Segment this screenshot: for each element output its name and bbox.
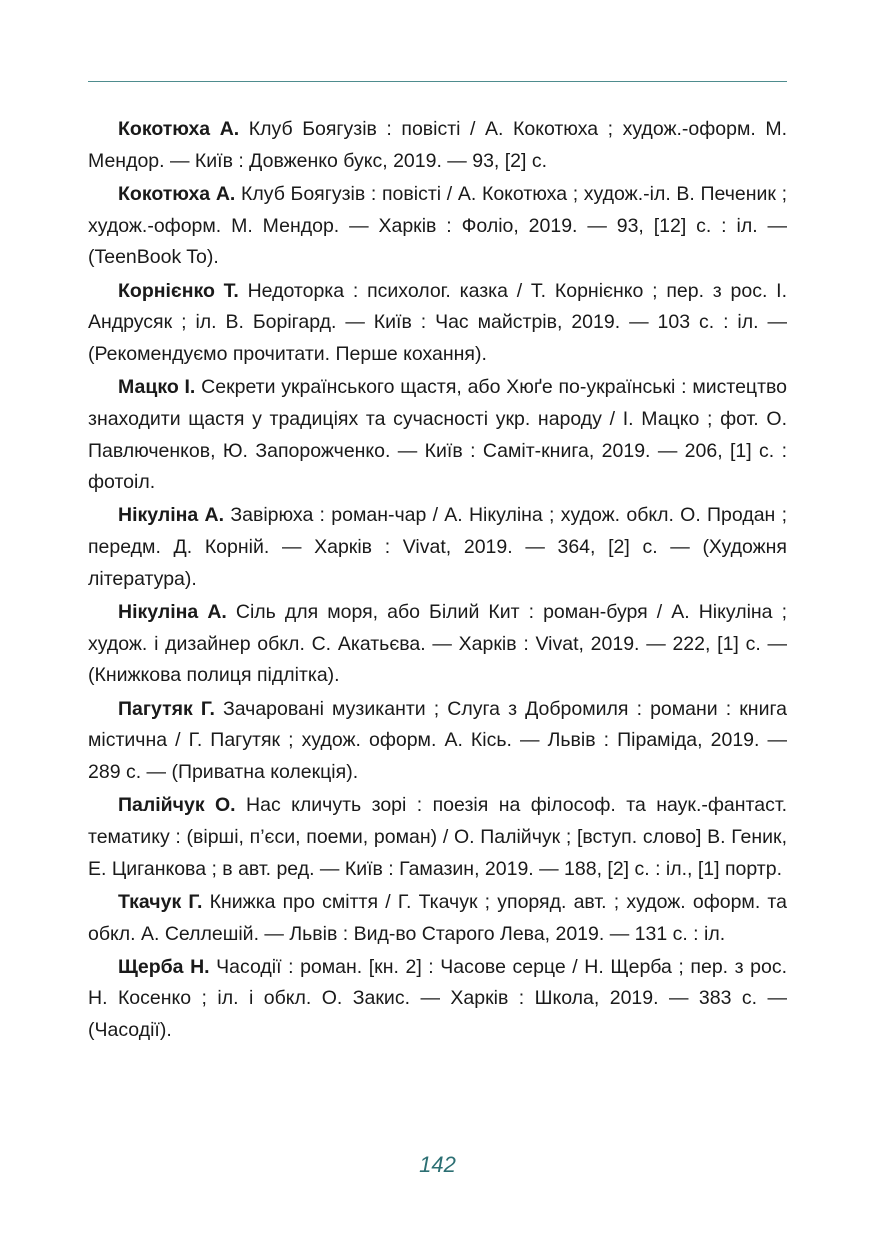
top-rule <box>88 81 787 82</box>
page-number: 142 <box>419 1152 456 1177</box>
bibliography-entry <box>88 114 787 177</box>
entry-author: Нікуліна А. <box>118 504 225 527</box>
entry-author: Мацко І. <box>118 376 196 399</box>
bibliography-entry <box>88 179 787 274</box>
entry-author: Кокотюха А. <box>118 182 236 205</box>
entry-author: Пагутяк Г. <box>118 697 215 720</box>
entry-author: Нікуліна А. <box>118 601 227 624</box>
entry-author: Палійчук О. <box>118 794 236 817</box>
entry-author: Кокотюха А. <box>118 118 240 140</box>
entry-text: Зачаровані музиканти ; Слуга з Добромиля : романи : книга містична / Г. Пагутяк ; худож. оформ. А. Кісь. — Львів : Піраміда, 2019. — 289 с. — (Приватна колекція). <box>88 697 787 784</box>
bibliography-list <box>88 114 787 1048</box>
entry-text: Часодії : роман. [кн. 2] : Часове серце / Н. Щерба ; пер. з рос. Н. Косенко ; іл. і обкл. О. Закис. — Харків : Школа, 2019. — 383 с. — (Часодії). <box>88 955 788 1042</box>
entry-text: Секрети українського щастя, або Хюґе по-українські : мистецтво знаходити щастя у традиціях та сучасності укр. народу / І. Мацко ; фот. О. Павлюченков, Ю. Запорожченко. — Київ : Саміт-книга, 2019. — 206, [1] с. : фотоіл. <box>88 376 788 494</box>
entry-text: Книжка про сміття / Г. Ткачук ; упоряд. авт. ; худож. оформ. та обкл. А. Селлешій. — Львів : Вид-во Старого Лева, 2019. — 131 с. : іл. <box>88 890 787 945</box>
bibliography-entry <box>88 887 787 950</box>
entry-author: Ткачук Г. <box>118 890 203 913</box>
entry-author: Щерба Н. <box>118 955 210 978</box>
bibliography-entry <box>88 597 787 692</box>
bibliography-entry <box>88 694 787 789</box>
entry-author: Корнієнко Т. <box>118 279 239 302</box>
entry-text: Завірюха : роман-чар / А. Нікуліна ; худож. обкл. О. Продан ; передм. Д. Корній. — Харків : Vivat, 2019. — 364, [2] с. — (Художня література). <box>88 504 787 590</box>
bibliography-entry <box>88 952 787 1047</box>
bibliography-entry <box>88 500 787 595</box>
bibliography-entry <box>88 276 787 371</box>
entry-text: Нас кличуть зорі : поезія на філософ. та наук.-фантаст. тематику : (вірші, п’єси, поеми, роман) / О. Палійчук ; [вступ. слово] В. Геник, Е. Циганкова ; в авт. ред. — Київ : Гамазин, 2019. — 188, [2] с. : іл., [1] портр. <box>88 794 788 880</box>
bibliography-entry <box>88 790 787 885</box>
entry-text: Клуб Боягузів : повісті / А. Кокотюха ; худож.-оформ. М. Мендор. — Київ : Довженко букс, 2019. — 93, [2] с. <box>88 118 788 172</box>
bibliography-entry <box>88 372 787 499</box>
entry-text: Сіль для моря, або Білий Кит : роман-буря / А. Нікуліна ; худож. і дизайнер обкл. С. Акатьєва. — Харків : Vivat, 2019. — 222, [1] с. — (Книжкова полиця підлітка). <box>88 601 787 687</box>
entry-text: Клуб Боягузів : повісті / А. Кокотюха ; худож.-іл. В. Печеник ; худож.-оформ. М. Мендор. — Харків : Фоліо, 2019. — 93, [12] с. : іл. — (TeenBook To). <box>88 182 787 269</box>
entry-text: Недоторка : психолог. казка / Т. Корнієнко ; пер. з рос. І. Андрусяк ; іл. В. Борігард. — Київ : Час майстрів, 2019. — 103 с. : іл. —(Рекомендуємо прочитати. Перше кохання). <box>88 279 787 365</box>
